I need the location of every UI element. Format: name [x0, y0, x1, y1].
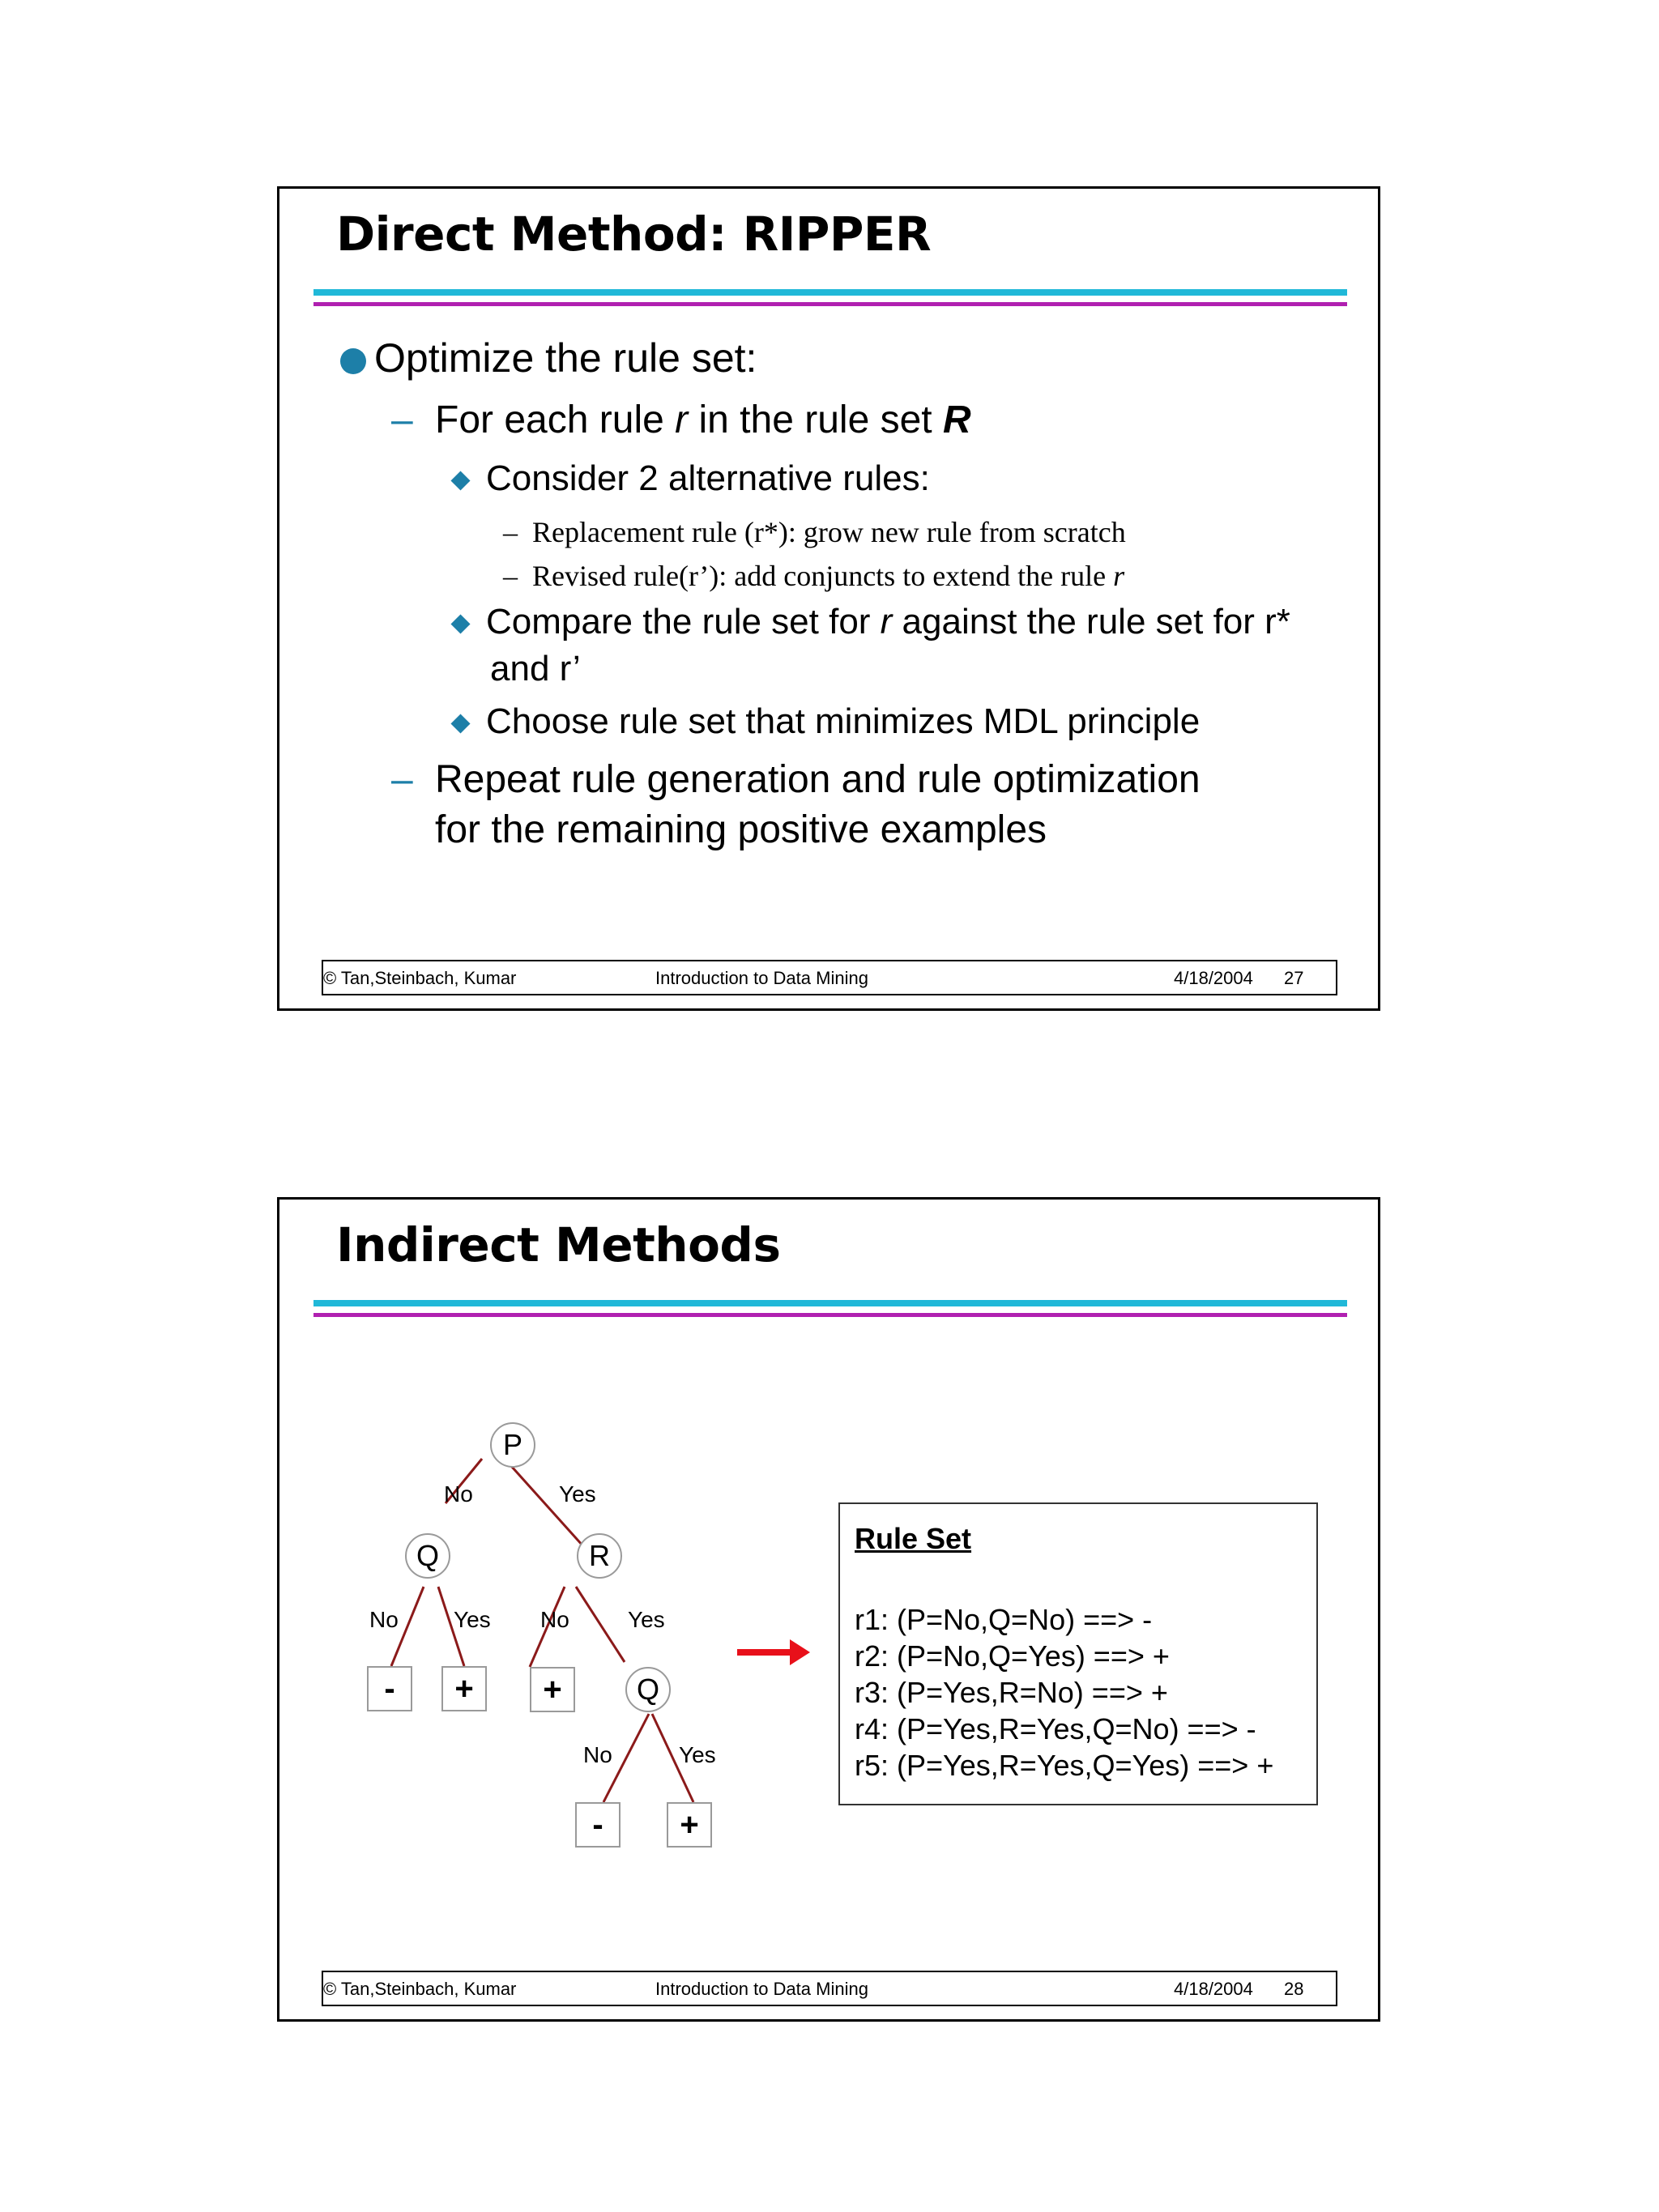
rule-r1: r1: (P=No,Q=No) ==> - — [855, 1603, 1153, 1636]
tree-node-q: Q — [405, 1533, 450, 1579]
bullet-compare-line2: and r’ — [490, 649, 581, 688]
var-R: R — [942, 399, 971, 441]
title-divider-cyan — [313, 289, 1347, 296]
dash-icon: – — [503, 516, 518, 548]
diamond-bullet-icon — [450, 714, 470, 733]
edge-label-no: No — [583, 1742, 612, 1767]
tree-leaf-positive: + — [530, 1667, 575, 1712]
tree-leaf-positive: + — [667, 1802, 712, 1848]
bullet-compare — [486, 602, 1290, 642]
edge-label-yes: Yes — [559, 1481, 596, 1507]
rule-r5: r5: (P=Yes,R=Yes,Q=Yes) ==> + — [855, 1749, 1274, 1782]
slide-27 — [277, 186, 1380, 1011]
edge-label-no: No — [540, 1607, 569, 1632]
footer-copyright: © Tan,Steinbach, Kumar — [323, 968, 517, 988]
footer-page-number: 27 — [1284, 968, 1304, 988]
edge-r-yes — [576, 1587, 625, 1662]
bullet-consider: Consider 2 alternative rules: — [486, 458, 930, 498]
var-r: r — [880, 602, 893, 641]
rule-r2: r2: (P=No,Q=Yes) ==> + — [855, 1639, 1170, 1673]
tree-leaf-positive: + — [441, 1666, 487, 1711]
tree-node-q2: Q — [625, 1667, 671, 1712]
footer-copyright: © Tan,Steinbach, Kumar — [323, 1979, 517, 1999]
tree-leaf-negative: - — [575, 1802, 621, 1848]
footer-course: Introduction to Data Mining — [655, 968, 868, 988]
edge-label-yes: Yes — [628, 1607, 665, 1632]
arrow-right-icon — [737, 1639, 810, 1665]
footer-page-number: 28 — [1284, 1979, 1304, 1999]
rule-set-title: Rule Set — [855, 1522, 972, 1555]
var-r: r — [1113, 560, 1125, 592]
var-r: r — [675, 399, 689, 441]
tree-node-p: P — [490, 1422, 535, 1468]
title-divider-magenta — [313, 302, 1347, 306]
text-fragment: against the rule set for r* — [892, 602, 1290, 641]
dash-icon: – — [503, 560, 518, 592]
text-fragment: For each rule — [435, 399, 676, 441]
rule-set-box — [838, 1502, 1318, 1805]
edge-label-yes: Yes — [679, 1742, 716, 1767]
footer-date: 4/18/2004 — [1174, 968, 1253, 988]
dash-icon: – — [391, 758, 413, 801]
edge-label-yes: Yes — [454, 1607, 491, 1632]
text-fragment: Compare the rule set for — [486, 602, 881, 641]
bullet-choose: Choose rule set that minimizes MDL principle — [486, 701, 1201, 741]
slide-28 — [277, 1197, 1380, 2022]
edge-label-no: No — [369, 1607, 399, 1632]
text-fragment: Revised rule(r’): add conjuncts to extend the rule — [532, 560, 1114, 592]
footer-course: Introduction to Data Mining — [655, 1979, 868, 1999]
bullet-optimize: Optimize the rule set: — [374, 335, 757, 381]
footer-date: 4/18/2004 — [1174, 1979, 1253, 1999]
slide-title: Indirect Methods — [336, 1217, 781, 1272]
item-replacement: Replacement rule (r*): grow new rule from scratch — [532, 516, 1126, 548]
slide-footer — [322, 960, 1337, 995]
slide-footer — [322, 1971, 1337, 2006]
rule-r3: r3: (P=Yes,R=No) ==> + — [855, 1676, 1168, 1709]
diamond-bullet-icon — [450, 471, 470, 490]
slide-title: Direct Method: RIPPER — [336, 207, 932, 262]
sub-bullet-repeat-line1: Repeat rule generation and rule optimization — [435, 758, 1201, 801]
sub-bullet-repeat-line2: for the remaining positive examples — [435, 808, 1047, 851]
rule-r4: r4: (P=Yes,R=Yes,Q=No) ==> - — [855, 1712, 1256, 1745]
bullet-dot-icon — [340, 348, 366, 374]
dash-icon: – — [391, 399, 413, 441]
text-fragment: in the rule set — [688, 399, 943, 441]
diamond-bullet-icon — [450, 614, 470, 633]
edge-label-no: No — [444, 1481, 473, 1507]
tree-node-r: R — [577, 1533, 622, 1579]
item-revised — [532, 559, 1124, 593]
tree-leaf-negative: - — [367, 1666, 412, 1711]
sub-bullet-for-each — [435, 398, 971, 442]
